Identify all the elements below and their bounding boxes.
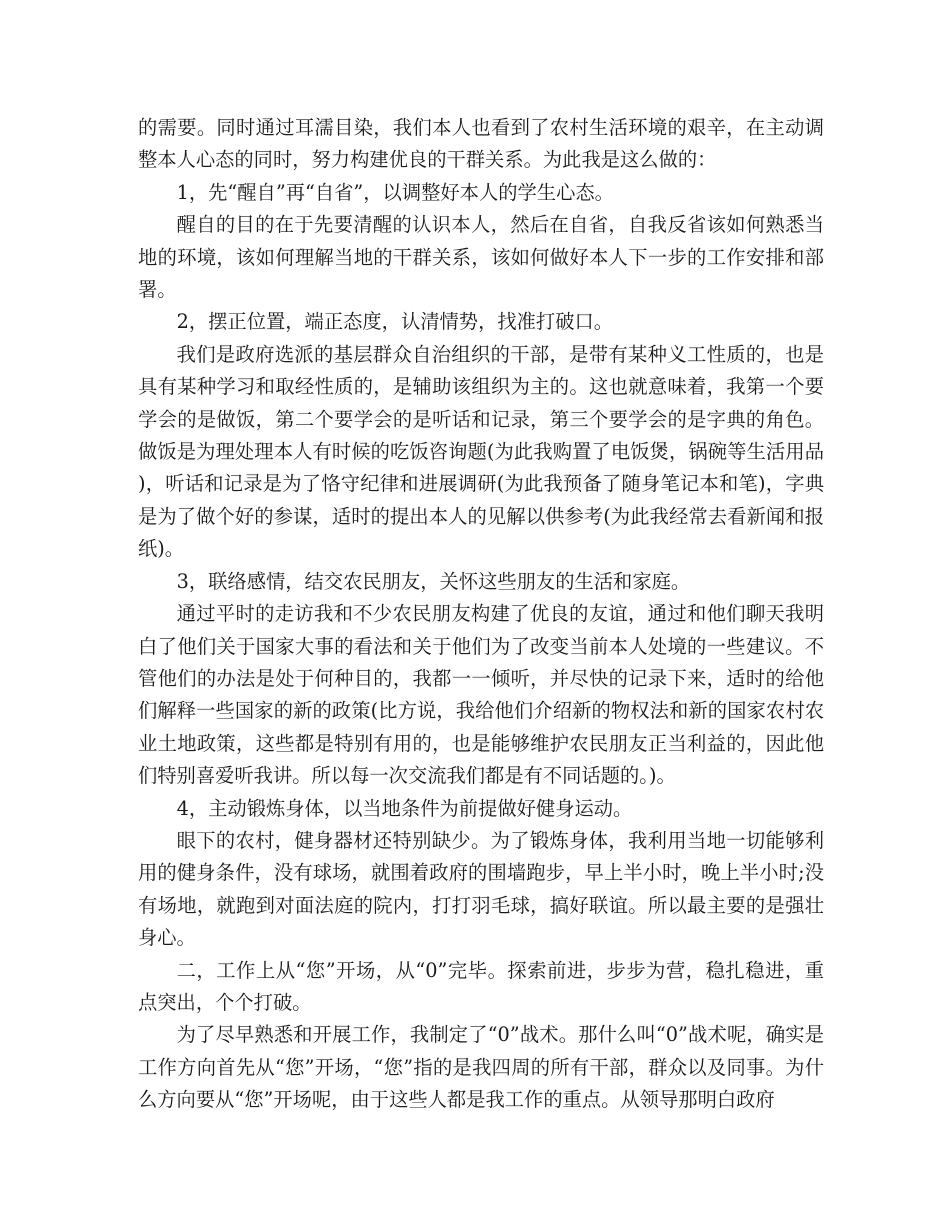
paragraph: 1，先“醒自”再“自省”，以调整好本人的学生心态。 bbox=[176, 180, 614, 204]
paragraph: 二，工作上从“您”开场，从“0”完毕。探索前进，步步为营，稳扎稳进，重点突出，个个打破。 bbox=[138, 958, 824, 1014]
paragraph: 2，摆正位置，端正态度，认清情势，找准打破口。 bbox=[176, 310, 614, 334]
paragraph: 我们是政府选派的基层群众自治组织的干部，是带有某种义工性质的，也是具有某种学习和取经性质的，是辅助该组织为主的。这也就意味着，我第一个要学会的是做饭，第二个要学会的是听话和记录，第三个要学会的是字典的角色。做饭是为理处理本人有时候的吃饭咨询题(为此我购置了电饭煲，锅碗等生活用品)，听话和记录是为了恪守纪律和进展调研(为此我预备了随身笔记本和笔)，字典是为了做个好的参谋，适时的提出本人的见解以供参考(为此我经常去看新闻和报纸)。 bbox=[138, 342, 824, 561]
paragraph: 为了尽早熟悉和开展工作，我制定了“0”战术。那什么叫“0”战术呢，确实是工作方向首先从“您”开场，“您”指的是我四周的所有干部，群众以及同事。为什么方向要从“您”开场呢，由于这些人都是我工作的重点。从领导那明白政府 bbox=[138, 1023, 824, 1112]
paragraph: 3，联络感情，结交农民朋友，关怀这些朋友的生活和家庭。 bbox=[176, 569, 691, 593]
paragraph: 醒自的目的在于先要清醒的认识本人，然后在自省，自我反省该如何熟悉当地的环境，该如何理解当地的干群关系，该如何做好本人下一步的工作安排和部署。 bbox=[138, 213, 824, 302]
paragraph: 眼下的农村，健身器材还特别缺少。为了锻炼身体，我利用当地一切能够利用的健身条件，没有球场，就围着政府的围墙跑步，早上半小时，晚上半小时;没有场地，就跑到对面法庭的院内，打打羽毛球，搞好联谊。所以最主要的是强壮身心。 bbox=[138, 828, 824, 950]
paragraph: 的需要。同时通过耳濡目染，我们本人也看到了农村生活环境的艰辛，在主动调整本人心态的同时，努力构建优良的干群关系。为此我是这么做的： bbox=[138, 116, 824, 172]
paragraph: 4，主动锻炼身体，以当地条件为前提做好健身运动。 bbox=[176, 796, 633, 820]
paragraph: 通过平时的走访我和不少农民朋友构建了优良的友谊，通过和他们聊天我明白了他们关于国家大事的看法和关于他们为了改变当前本人处境的一些建议。不管他们的办法是处于何种目的，我都一一倾听，并尽快的记录下来，适时的给他们解释一些国家的新的政策(比方说，我给他们介绍新的物权法和新的国家农村农业土地政策，这些都是特别有用的，也是能够维护农民朋友正当利益的，因此他们特别喜爱听我讲。所以每一次交流我们都是有不同话题的。)。 bbox=[138, 602, 824, 788]
document-page bbox=[138, 112, 824, 1117]
